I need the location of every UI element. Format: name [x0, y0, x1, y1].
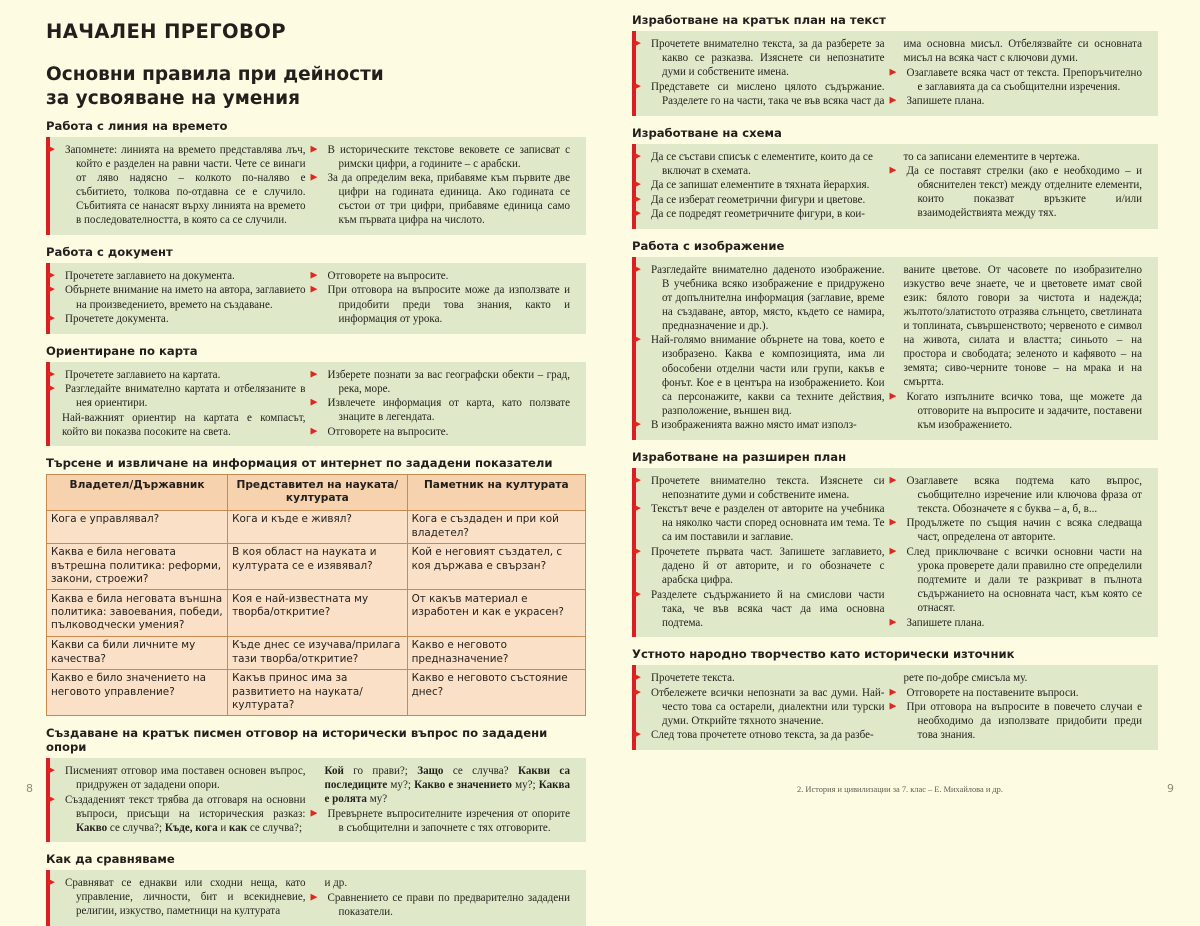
bullet-item: ▶ Да се подредят геометричните фигури, в кои-	[634, 207, 865, 221]
bullet-item: ▶ В историческите текстове вековете се записват с римски цифри, а годините – с арабски.	[310, 143, 570, 170]
subheading-scheme: Изработване на схема	[632, 125, 782, 140]
bullet-item: ▶ Разгледайте внимателно картата и отбелязаните в нея ориентири.	[48, 382, 306, 410]
table-cell: Какво е неговото предназначение?	[407, 636, 585, 669]
bullet-item: ▶ Извлечете информация от карта, като ползвате знаците в легендата.	[310, 396, 570, 424]
bullet-item: ▶ Когато изпълните всичко това, ще можете да отговорите на въпросите и задачите, поставени към изображението.	[889, 390, 1142, 431]
bullet-item: ▶ При отговора на въпросите в повечето случаи е необходимо да използвате придобити преди това знания.	[889, 700, 1142, 742]
table-cell: Каква е била неговата вътрешна политика: реформи, закони, строежи?	[47, 543, 228, 589]
page-title-line2: за усвояване на умения	[46, 88, 301, 110]
subheading-compare: Как да сравняваме	[46, 852, 175, 867]
bullet-item: ▶ Отговорете на въпросите.	[310, 425, 449, 438]
bullet-item: ▶ Най-голямо внимание обърнете на това, което е изобразено. Каква е композицията, има ли обособени отделни части или групи, какъв е фонът. Кое е в центъра на изображението. Кои са персонажите, какви са техните действия, разположение, външен вид.	[634, 333, 885, 417]
bullet-item: ▶ Писменият отговор има поставен основен въпрос, придружен от зададени опори.	[48, 764, 306, 792]
bullet-item: ▶ Запишете плана.	[889, 616, 985, 629]
box-column-right	[310, 269, 580, 327]
subheading-document: Работа с документ	[46, 245, 173, 259]
table-row	[47, 510, 586, 543]
table-row	[47, 543, 586, 589]
box-map	[46, 362, 586, 447]
page-title-line1: Основни правила при дейности	[46, 64, 384, 85]
box-column-left	[636, 474, 894, 631]
bullet-item: ▶ В изображенията важно място имат използ-	[634, 418, 857, 432]
plain-paragraph: Най-важният ориентир на картата е компасът, който ви показва посоките на света.	[62, 411, 306, 438]
bullet-item: ▶ След приключване с всички основни части на урока проверете дали правилно сте определили подтемите и дали те разкриват в пълнота съдържанието на основната част, към която се отнасят.	[889, 545, 1142, 615]
imprint-line: 2. История и цивилизации за 7. клас – Е. Михайлова и др.	[797, 785, 1003, 794]
box-column-right	[889, 671, 1152, 743]
page-title	[46, 63, 586, 112]
continuation-paragraph: рете по-добре смисъла му.	[903, 672, 1028, 685]
box-image	[632, 257, 1158, 440]
table-cell: Къде днес се изучава/прилага тази творба/откритие?	[228, 636, 407, 669]
continuation-paragraph: Кой го прави?; Защо се случва? Какви са последиците му?; Какво е значението му?; Каква е ролята му?	[324, 765, 570, 806]
bullet-item: ▶ Изберете познати за вас географски обекти – град, река, море.	[310, 368, 570, 395]
bullet-item: ▶ Сравняват се еднакви или сходни неща, като управление, личности, бит и всекидневие, религии, изкуство, паметници на културата	[48, 876, 306, 918]
table-header-cell: Владетел/Държавник	[47, 475, 228, 511]
bullet-item: ▶ След това прочетете отново текста, за да разбе-	[634, 728, 874, 742]
table-header-cell: Паметник на културата	[407, 475, 585, 511]
subheading-written-answer: Създаване на кратък писмен отговор на исторически въпрос по зададени опори	[46, 726, 548, 755]
subheading-image: Работа с изображение	[632, 238, 785, 253]
bullet-item: ▶ Разделете съдържанието й на смислови части така, че във всяка част да има основна подтема.	[634, 588, 885, 629]
bullet-item: ▶ Прочетете първата част. Запишете заглавието, дадено й от авторите, и го обозначете с арабска цифра.	[634, 545, 885, 586]
box-column-left	[50, 368, 315, 440]
subheading-internet: Търсене и извличане на информация от интернет по зададени показатели	[46, 456, 553, 471]
subheading-timeline: Работа с линия на времето	[46, 118, 228, 133]
table-row	[47, 669, 586, 715]
continuation-paragraph: ваните цветове. От часовете по изобразително изкуство вече знаете, че и цветовете имат свой език: бялото говори за чистота и надежда; жълтото/златистото отразява слънцето, светлината и топлината, съвършенството; червеното е символ на живота, силата и властта; синьото – на простора и свободата; зеленото и кафявото – на земята; сиво-черните тонове – на мрака и на смъртта.	[903, 263, 1142, 389]
table-row	[47, 636, 586, 669]
box-column-right	[889, 150, 1152, 222]
box-column-left	[636, 150, 894, 222]
page-number-left: 8	[26, 782, 33, 795]
bullet-item: ▶ Отговорете на поставените въпроси.	[889, 686, 1079, 699]
box-column-right	[310, 368, 580, 440]
bullet-item: ▶ Създаденият текст трябва да отговаря на основни въпроси, присъщи на историческия разказ: Какво се случва?; Къде, кога и как се случва?;	[48, 793, 306, 834]
box-compare	[46, 870, 586, 926]
internet-indicators-table	[46, 474, 586, 716]
subheading-extended-plan: Изработване на разширен план	[632, 449, 847, 464]
bullet-item: ▶ Прочетете внимателно текста, за да разберете за какво се разказва. Изяснете си непознатите думи и собствените имена.	[634, 37, 885, 78]
bullet-item: ▶ Отбележете всички непознати за вас думи. Най-често това са остарели, диалектни или турски думи. Открийте тяхното значение.	[634, 686, 885, 727]
box-column-right	[310, 876, 580, 919]
box-written-answer	[46, 758, 586, 842]
bullet-item: ▶ Да се състави списък с елементите, които да се включат в схемата.	[634, 150, 873, 177]
box-column-right	[310, 764, 580, 835]
bullet-item: ▶ Запомнете: линията на времето представлява лъч, който е разделен на равни части. Чете се винаги от ляво надясно – колкото по-наляво е събитието, толкова по-отдавна се е случило. Събитията се нанасят върху линията на времето в последователността, в която са се случили.	[48, 143, 306, 226]
continuation-paragraph: има основна мисъл. Отбелязвайте си основната мисъл на всяка част с ключови думи.	[903, 37, 1142, 64]
table-cell: От какъв материал е изработен и как е украсен?	[407, 590, 585, 636]
table-cell: Какви са били личните му качества?	[47, 636, 228, 669]
bullet-item: ▶ Озаглавете всяка част от текста. Препоръчително е заглавията да са съобщителни изречения.	[889, 66, 1142, 93]
subheading-short-plan: Изработване на кратък план на текст	[632, 13, 886, 27]
box-column-right	[889, 263, 1152, 433]
bullet-item: ▶ Разгледайте внимателно даденото изображение. В учебника всяко изображение е придружено от допълнителна информация (заглавие, време на създаване, автор, място, където се намира, предназначение и др.).	[634, 263, 885, 332]
bullet-item: ▶ Сравнението се прави по предварително зададени показатели.	[310, 891, 570, 918]
box-column-right	[310, 143, 580, 228]
table-cell: В коя област на науката и културата се е изявявал?	[228, 543, 407, 589]
subheading-map: Ориентиране по карта	[46, 343, 198, 358]
table-cell: Какво е неговото състояние днес?	[407, 669, 585, 715]
bullet-item: ▶ Да се поставят стрелки (ако е необходимо – и обяснителен текст) между отделните елементи, които показват връзките и/или взаимодействията между тях.	[889, 164, 1142, 220]
bullet-item: ▶ Прочетете внимателно текста. Изяснете си непознатите думи и собствените имена.	[634, 474, 885, 501]
table-cell: Какъв принос има за развитието на науката/културата?	[228, 669, 407, 715]
subheading-folklore: Устното народно творчество като исторически източник	[632, 647, 1015, 662]
box-extended-plan	[632, 468, 1158, 638]
table-header-row	[47, 475, 586, 511]
right-page	[600, 0, 1200, 807]
bullet-item: ▶ Прочетете заглавието на документа.	[48, 269, 235, 282]
bullet-item: ▶ За да определим века, прибавяме към първите две цифри на годината единица. Ако годината се състои от три цифри, прибавяме единица само към първата цифра на числото.	[310, 171, 570, 227]
table-row	[47, 590, 586, 636]
bullet-item: ▶ Озаглавете всяка подтема като въпрос, съобщително изречение или ключова фраза от текста. Обозначете я с буква – а, б, в...	[889, 474, 1142, 515]
box-column-right	[889, 37, 1152, 109]
box-column-left	[50, 876, 315, 919]
box-column-right	[889, 474, 1152, 631]
box-column-left	[636, 37, 894, 109]
page-number-right: 9	[1167, 782, 1174, 795]
bullet-item: ▶ Прочетете текста.	[634, 671, 735, 685]
bullet-item: ▶ Запишете плана.	[889, 94, 985, 108]
box-column-left	[50, 143, 315, 228]
box-folklore	[632, 665, 1158, 750]
box-short-plan	[632, 31, 1158, 116]
box-timeline	[46, 137, 586, 235]
table-header-cell: Представител на науката/културата	[228, 475, 407, 511]
box-column-left	[636, 263, 894, 433]
bullet-item: ▶ Да се запишат елементите в тяхната йерархия.	[634, 178, 870, 192]
bullet-item: ▶ Да се изберат геометрични фигури и цветове.	[634, 193, 866, 206]
table-cell: Какво е било значението на неговото управление?	[47, 669, 228, 715]
bullet-item: ▶ Превърнете въпросителните изречения от опорите в съобщителни и започнете с тях отговорите.	[310, 807, 570, 834]
box-column-left	[636, 671, 894, 743]
table-cell: Кога е създаден и при кой владетел?	[407, 510, 585, 543]
box-column-left	[50, 764, 315, 835]
table-cell: Каква е била неговата външна политика: завоевания, победи, пълководчески умения?	[47, 590, 228, 636]
box-column-left	[50, 269, 315, 327]
bullet-item: ▶ Текстът вече е разделен от авторите на учебника на няколко части според основната им тема. Те са им поставили и заглавие.	[634, 502, 885, 544]
table-cell: Кой е неговият създател, с коя държава е свързан?	[407, 543, 585, 589]
continuation-paragraph: и др.	[324, 877, 348, 890]
table-cell: Кога е управлявал?	[47, 510, 228, 543]
page-kicker: НАЧАЛЕН ПРЕГОВОР	[46, 20, 286, 43]
bullet-item: ▶ Представете си мислено цялото съдържание. Разделете го на части, така че във всяка част да	[634, 80, 885, 107]
table-cell: Коя е най-известната му творба/откритие?	[228, 590, 407, 636]
box-document	[46, 263, 586, 334]
bullet-item: ▶ Обърнете внимание на името на автора, заглавието на произведението, времето на създаване.	[48, 283, 306, 311]
bullet-item: ▶ Прочетете заглавието на картата.	[48, 368, 221, 381]
left-page	[0, 0, 600, 918]
bullet-item: ▶ Прочетете документа.	[48, 312, 169, 326]
bullet-item: ▶ При отговора на въпросите може да използвате и придобити преди това знания, както и информация от урока.	[310, 283, 570, 325]
bullet-item: ▶ Отговорете на въпросите.	[310, 269, 449, 282]
table-cell: Кога и къде е живял?	[228, 510, 407, 543]
box-scheme	[632, 144, 1158, 229]
continuation-paragraph: то са записани елементите в чертежа.	[903, 150, 1080, 163]
bullet-item: ▶ Продължете по същия начин с всяка следваща част, определена от авторите.	[889, 516, 1142, 544]
